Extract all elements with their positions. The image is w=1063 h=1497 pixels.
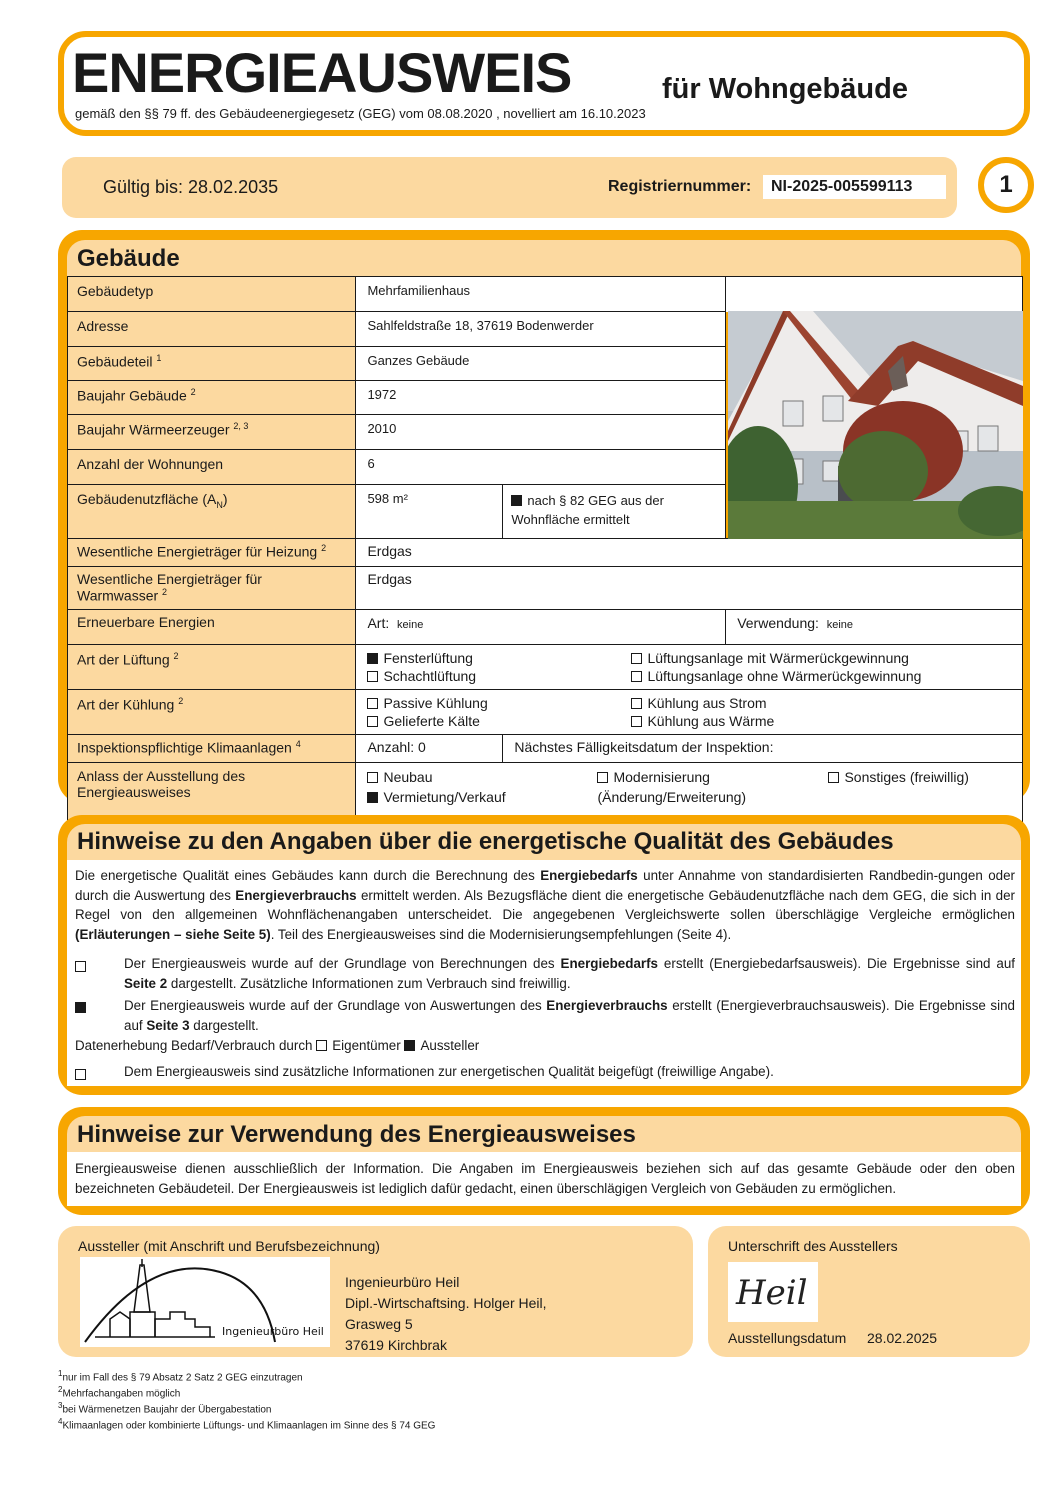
checkbox-empty bbox=[631, 653, 642, 664]
checkbox-empty bbox=[367, 698, 378, 709]
checkbox-checked bbox=[367, 792, 378, 803]
erneuerbar-art: Art: keine bbox=[356, 610, 726, 645]
row-label-klimaanlagen: Inspektionspflichtige Klimaanlagen $^4$ bbox=[68, 735, 356, 763]
option-sonstiges: Sonstiges (freiwillig) bbox=[828, 767, 968, 787]
nutzflaeche-note: nach § 82 GEG aus der Wohnfläche ermittelt bbox=[503, 485, 726, 539]
row-value-wohnungen: 6 bbox=[356, 450, 726, 485]
footnote-3: $^3$bei Wärmenetzen Baujahr der Übergabestation bbox=[58, 1401, 272, 1416]
option-kuehlung-waerme: Kühlung aus Wärme bbox=[631, 712, 774, 730]
checkbox-empty bbox=[597, 772, 608, 783]
checkbox-empty bbox=[367, 716, 378, 727]
checkbox-checked bbox=[367, 653, 378, 664]
kuehlung-options bbox=[356, 690, 1023, 735]
footnote-4: $^4$Klimaanlagen oder kombinierte Lüftungs- und Klimaanlagen im Sinne des § 74 GEG bbox=[58, 1417, 436, 1432]
checkbox-verbrauchsausweis bbox=[75, 999, 91, 1017]
row-value-warmwasser: Erdgas bbox=[356, 566, 1023, 610]
row-label-adresse: Adresse bbox=[68, 312, 356, 347]
option-fensterlueftung: Fensterlüftung bbox=[367, 649, 631, 667]
logo-text: Ingenieurbüro Heil bbox=[222, 1325, 324, 1338]
checkbox-empty bbox=[631, 671, 642, 682]
checkbox-eigentuemer bbox=[316, 1040, 327, 1051]
option-modernisierung-detail: (Änderung/Erweiterung) bbox=[597, 788, 747, 805]
row-value-gebaeudetyp: Mehrfamilienhaus bbox=[356, 277, 726, 312]
row-label-warmwasser: Wesentliche Energieträger für Warmwasser $^2$ bbox=[68, 566, 356, 610]
row-label-heizung: Wesentliche Energieträger für Heizung $^2$ bbox=[68, 539, 356, 567]
row-value-gebaeudeteil: Ganzes Gebäude bbox=[356, 347, 726, 381]
checkbox-empty bbox=[631, 716, 642, 727]
checkbox-empty bbox=[631, 698, 642, 709]
option-vermietung: Vermietung/Verkauf bbox=[367, 787, 597, 807]
row-value-waermeerzeuger: 2010 bbox=[356, 415, 726, 450]
option-kuehlung-strom: Kühlung aus Strom bbox=[631, 694, 774, 712]
usage-notes-text: Energieausweise dienen ausschließlich der Information. Die Angaben im Energieausweis beziehen sich auf das gesamte Gebäude oder den oben bezeichneten Gebäudeteil. Der Energieausweis ist lediglich dafür gedacht, einen überschlägigen Vergleich von Gebäuden zu ermöglichen. bbox=[75, 1161, 1015, 1196]
row-label-kuehlung: Art der Kühlung $^2$ bbox=[68, 690, 356, 735]
option-lueftung-ohne-wrg: Lüftungsanlage ohne Wärmerückgewinnung bbox=[631, 667, 921, 685]
building-section-title: Gebäude bbox=[77, 245, 180, 272]
lueftung-options bbox=[356, 645, 1023, 690]
checkbox-bedarfsausweis bbox=[75, 958, 91, 976]
erneuerbar-verwendung: Verwendung: keine bbox=[726, 610, 1023, 645]
energy-quality-notes-title: Hinweise zu den Angaben über die energetische Qualität des Gebäudes bbox=[77, 828, 894, 855]
energy-quality-intro: Die energetische Qualität eines Gebäudes kann durch die Berechnung des Energiebedarfs unter Annahme von standardisierten Randbedin-gungen oder durch die Auswertung des Energieverbrauchs ermittelt werden. Als Bezugsfläche dient die energetische Gebäudenutzfläche nach dem GEG, die sich in der Regel von den allgemeinen Wohnflächenangaben unterscheidet. Die angegebenen Vergleichswerte sollen überschlägige Vergleiche ermöglichen (Erläuterungen – siehe Seite 5). Teil des Energieausweises sind die Modernisierungsempfehlungen (Seite 4). bbox=[75, 868, 1016, 942]
row-label-wohnungen: Anzahl der Wohnungen bbox=[68, 450, 356, 485]
checkbox-zusatzinfo bbox=[75, 1066, 91, 1084]
row-value-baujahr: 1972 bbox=[356, 381, 726, 415]
issuer-address: Ingenieurbüro Heil Dipl.-Wirtschaftsing. Holger Heil, Grasweg 5 37619 Kirchbrak bbox=[345, 1274, 547, 1353]
option-passive-kuehlung: Passive Kühlung bbox=[367, 694, 631, 712]
option-gelieferte-kaelte: Gelieferte Kälte bbox=[367, 712, 631, 730]
row-value-adresse: Sahlfeldstraße 18, 37619 Bodenwerder bbox=[356, 312, 726, 347]
option-schachtlueftung: Schachtlüftung bbox=[367, 667, 631, 685]
option-modernisierung: Modernisierung bbox=[597, 767, 828, 787]
usage-notes-title: Hinweise zur Verwendung des Energieausweises bbox=[77, 1121, 636, 1148]
row-label-erneuerbar: Erneuerbare Energien bbox=[68, 610, 356, 645]
issuer-logo bbox=[80, 1257, 330, 1347]
document-title: ENERGIEAUSWEIS bbox=[72, 41, 572, 104]
issue-date: 28.02.2025 bbox=[867, 1330, 938, 1346]
datenerhebung-line: Datenerhebung Bedarf/Verbrauch durch Eigentümer Aussteller bbox=[75, 1038, 480, 1053]
bedarfsausweis-text: Der Energieausweis wurde auf der Grundlage von Berechnungen des Energiebedarfs erstellt (Energiebedarfsausweis). Die Ergebnisse sind auf Seite 2 dargestellt. Zusätzliche Informationen zum Verbrauch sind freiwillig. bbox=[124, 956, 1015, 991]
registration-number: NI-2025-005599113 bbox=[763, 175, 946, 199]
checkbox-aussteller bbox=[404, 1040, 415, 1051]
row-label-lueftung: Art der Lüftung $^2$ bbox=[68, 645, 356, 690]
page-number-badge: 1 bbox=[978, 157, 1034, 213]
document-subtitle: für Wohngebäude bbox=[662, 73, 908, 105]
row-label-baujahr: Baujahr Gebäude $^2$ bbox=[68, 381, 356, 415]
footnote-1: $^1$nur im Fall des § 79 Absatz 2 Satz 2 GEG einzutragen bbox=[58, 1369, 303, 1384]
valid-until: Gültig bis: 28.02.2035 bbox=[103, 177, 279, 197]
signature-image bbox=[728, 1262, 818, 1322]
registration-label: Registriernummer: bbox=[608, 178, 752, 195]
zusatzinfo-text: Dem Energieausweis sind zusätzliche Informationen zur energetischen Qualität beigefügt (freiwillige Angabe). bbox=[124, 1064, 774, 1079]
svg-text:Heil: Heil bbox=[736, 1273, 808, 1313]
row-label-gebaeudetyp: Gebäudetyp bbox=[68, 277, 356, 312]
klimaanlagen-faelligkeit: Nächstes Fälligkeitsdatum der Inspektion: bbox=[503, 735, 1023, 763]
option-lueftung-mit-wrg: Lüftungsanlage mit Wärmerückgewinnung bbox=[631, 649, 921, 667]
verbrauchsausweis-text: Der Energieausweis wurde auf der Grundlage von Auswertungen des Energieverbrauchs erstellt (Energieverbrauchsausweis). Die Ergebnisse sind auf Seite 3 dargestellt. bbox=[124, 998, 1015, 1033]
checkbox-empty bbox=[367, 671, 378, 682]
legal-basis: gemäß den §§ 79 ff. des Gebäudeenergiegesetz (GEG) vom 08.08.2020 , novelliert am 16.10.2023 bbox=[75, 106, 646, 121]
signature-label: Unterschrift des Ausstellers bbox=[728, 1238, 898, 1254]
footnote-2: $^2$Mehrfachangaben möglich bbox=[58, 1385, 181, 1400]
row-label-anlass: Anlass der Ausstellung des Energieausweises bbox=[68, 762, 356, 822]
option-neubau: Neubau bbox=[367, 767, 597, 787]
building-section-header bbox=[67, 240, 1021, 276]
checkbox-empty bbox=[367, 772, 378, 783]
checkbox-checked bbox=[511, 495, 522, 506]
issuer-label: Aussteller (mit Anschrift und Berufsbezeichnung) bbox=[78, 1238, 380, 1254]
checkbox-empty bbox=[828, 772, 839, 783]
building-photo bbox=[728, 311, 1023, 539]
issue-date-label: Ausstellungsdatum bbox=[728, 1330, 847, 1346]
row-label-waermeerzeuger: Baujahr Wärmeerzeuger $^{2, 3}$ bbox=[68, 415, 356, 450]
row-value-heizung: Erdgas bbox=[356, 539, 1023, 567]
row-value-nutzflaeche: 598 m² bbox=[356, 485, 503, 539]
row-label-gebaeudeteil: Gebäudeteil $^1$ bbox=[68, 347, 356, 381]
klimaanlagen-anzahl: Anzahl: 0 bbox=[356, 735, 503, 763]
anlass-options bbox=[356, 762, 1023, 822]
row-label-nutzflaeche: Gebäudenutzfläche $(A_N)$ bbox=[68, 485, 356, 539]
